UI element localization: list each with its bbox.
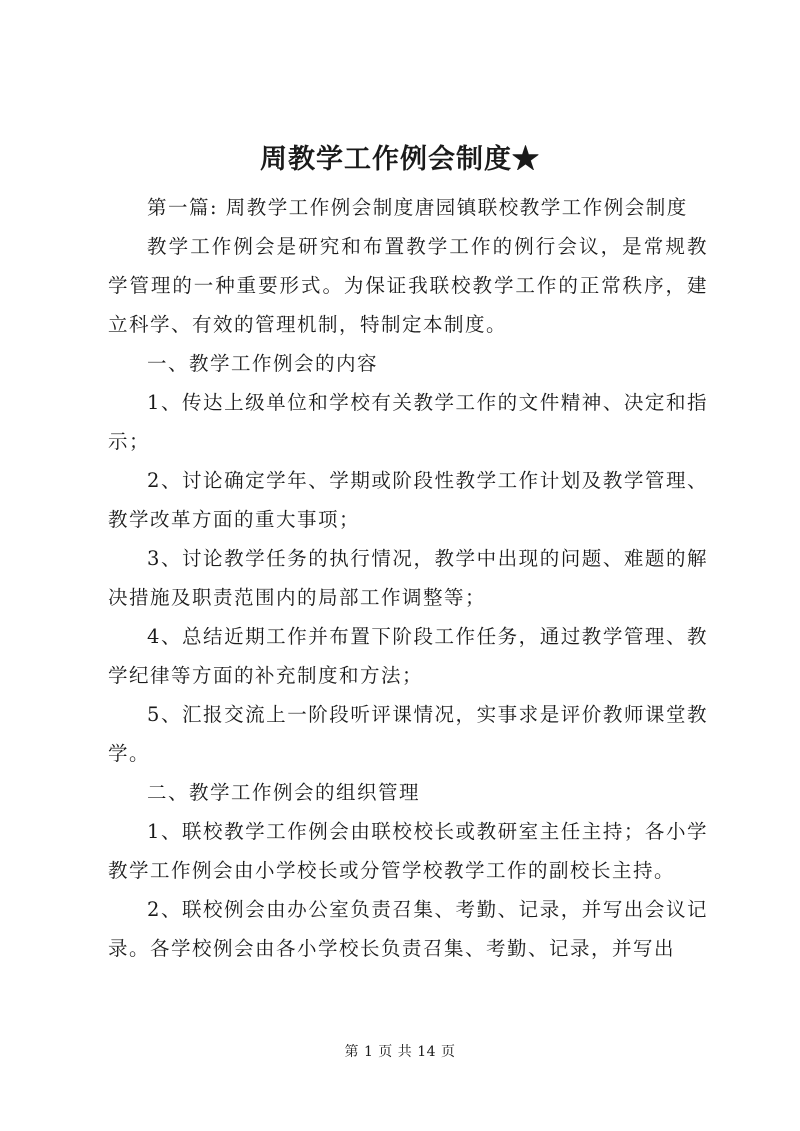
list-item-content-2: 2、讨论确定学年、学期或阶段性教学工作计划及教学管理、教学改革方面的重大事项； [108, 469, 708, 531]
document-title: 周教学工作例会制度★ [260, 144, 540, 175]
paragraph-heading-first-section: 第一篇: 周教学工作例会制度唐园镇联校教学工作例会制度 [147, 196, 688, 219]
paragraph-intro: 教学工作例会是研究和布置教学工作的例行会议，是常规教学管理的一种重要形式。为保证我联校教学工作的正常秩序，建立科学、有效的管理机制，特制定本制度。 [108, 235, 708, 336]
document-body [108, 188, 708, 968]
section-heading-content: 一、教学工作例会的内容 [147, 352, 379, 375]
page-footer: 第 1 页 共 14 页 [344, 1044, 456, 1060]
list-item-content-4: 4、总结近期工作并布置下阶段工作任务，通过教学管理、教学纪律等方面的补充制度和方法； [108, 625, 708, 687]
list-item-content-1: 1、传达上级单位和学校有关教学工作的文件精神、决定和指示； [108, 391, 708, 453]
list-item-organization-1: 1、联校教学工作例会由联校校长或教研室主任主持；各小学教学工作例会由小学校长或分管学校教学工作的副校长主持。 [108, 820, 708, 882]
list-item-organization-2: 2、联校例会由办公室负责召集、考勤、记录，并写出会议记录。各学校例会由各小学校长负责召集、考勤、记录，并写出 [108, 898, 708, 960]
section-heading-organization: 二、教学工作例会的组织管理 [147, 781, 421, 804]
list-item-content-5: 5、汇报交流上一阶段听评课情况，实事求是评价教师课堂教学。 [108, 703, 708, 765]
list-item-content-3: 3、讨论教学任务的执行情况，教学中出现的问题、难题的解决措施及职责范围内的局部工作调整等； [108, 547, 708, 609]
